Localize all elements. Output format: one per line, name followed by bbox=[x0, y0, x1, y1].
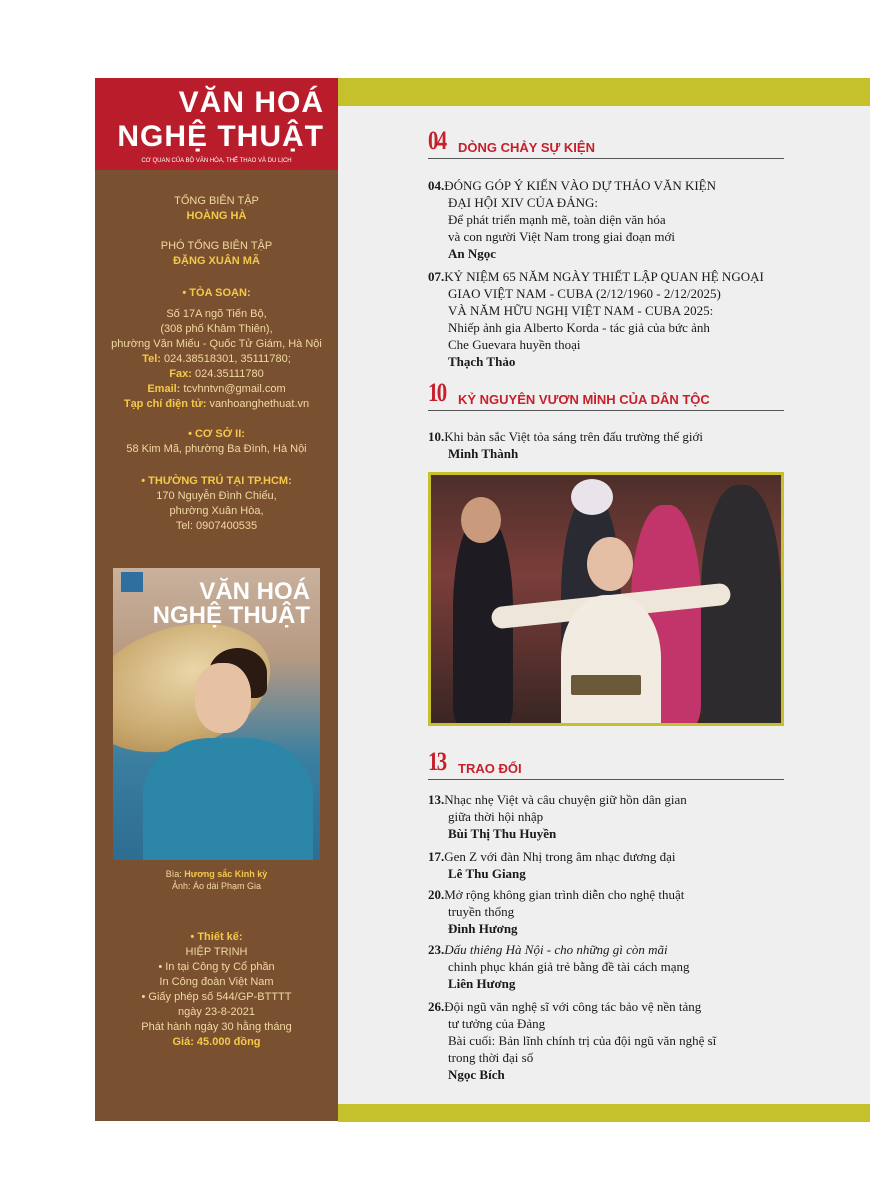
cover-caption bbox=[95, 868, 338, 892]
entry-page: 13. bbox=[428, 792, 445, 807]
office-label: • TÒA SOẠN: bbox=[182, 287, 251, 299]
section-header-04 bbox=[428, 126, 784, 159]
entry-title: Khi bản sắc Việt tỏa sáng trên đấu trường thế giới bbox=[444, 429, 704, 444]
bottom-accent-bar bbox=[338, 1104, 870, 1122]
entry-line: VÀ NĂM HỮU NGHỊ VIỆT NAM - CUBA 2025: bbox=[448, 303, 714, 318]
tel-value: 024.38518301, 35111780; bbox=[163, 353, 291, 365]
entry-author: Thạch Thảo bbox=[448, 354, 516, 369]
design-label: • Thiết kế: bbox=[190, 931, 243, 943]
entry-line bbox=[428, 428, 788, 445]
section-title: KỶ NGUYÊN VƯƠN MÌNH CỦA DÂN TỘC bbox=[458, 392, 710, 407]
entry-line: giữa thời hội nhập bbox=[448, 809, 544, 824]
entry-page: 23. bbox=[428, 942, 445, 957]
section-header-10 bbox=[428, 378, 784, 411]
toc-entry-07[interactable] bbox=[428, 268, 788, 370]
editor-name: HOÀNG HÀ bbox=[186, 210, 247, 222]
colophon-block bbox=[95, 930, 338, 1050]
entry-title: KỶ NIỆM 65 NĂM NGÀY THIẾT LẬP QUAN HỆ NGOẠI bbox=[444, 269, 764, 284]
deputy-name: ĐẶNG XUÂN MÃ bbox=[173, 255, 260, 267]
entry-line bbox=[428, 268, 788, 285]
cover-caption-title: Hương sắc Kinh kỳ bbox=[184, 869, 268, 879]
entry-line: truyền thống bbox=[448, 904, 515, 919]
entry-title: Mở rộng không gian trình diễn cho nghệ thuật bbox=[444, 887, 685, 902]
cover-photo-credit: Ảnh: Áo dài Phạm Gia bbox=[171, 881, 262, 891]
office-address-3: phường Văn Miếu - Quốc Tử Giám, Hà Nội bbox=[111, 338, 322, 350]
cover-title-line1: VĂN HOÁ bbox=[199, 578, 310, 605]
sidebar bbox=[95, 78, 338, 1121]
office-web bbox=[95, 397, 338, 412]
entry-line: trong thời đại số bbox=[448, 1050, 534, 1065]
entry-line: Nhiếp ảnh gia Alberto Korda - tác giả của bức ảnh bbox=[448, 320, 710, 335]
masthead-subtitle: CƠ QUAN CỦA BỘ VĂN HÓA, THỂ THAO VÀ DU LỊCH bbox=[141, 158, 292, 164]
hcm-block bbox=[95, 474, 338, 534]
price: Giá: 45.000 đồng bbox=[172, 1036, 261, 1048]
office-tel bbox=[95, 352, 338, 367]
entry-author: Ngọc Bích bbox=[448, 1067, 505, 1082]
issue-badge bbox=[121, 572, 143, 592]
entry-page: 20. bbox=[428, 887, 445, 902]
office-fax bbox=[95, 367, 338, 382]
photo-performer bbox=[561, 595, 661, 726]
entry-line bbox=[428, 848, 788, 865]
toc-entry-10[interactable] bbox=[428, 428, 788, 462]
web-label: Tạp chí điện tử: bbox=[123, 398, 207, 410]
entry-line: ĐẠI HỘI XIV CỦA ĐẢNG: bbox=[448, 195, 598, 210]
entry-line bbox=[428, 941, 788, 958]
entry-page: 26. bbox=[428, 999, 445, 1014]
cover-dress bbox=[143, 738, 313, 860]
office-address-1: Số 17A ngõ Tiến Bộ, bbox=[166, 308, 267, 320]
designer-name: HIỆP TRỊNH bbox=[185, 946, 248, 958]
section-title: TRAO ĐỔI bbox=[458, 761, 522, 776]
section-title: DÒNG CHẢY SỰ KIỆN bbox=[458, 140, 595, 155]
cover-face bbox=[195, 663, 251, 733]
editor-label: TỔNG BIÊN TẬP bbox=[174, 195, 259, 207]
entry-author: Lê Thu Giang bbox=[448, 866, 526, 881]
email-value: tcvhntvn@gmail.com bbox=[183, 383, 286, 395]
fax-value: 024.35111780 bbox=[194, 368, 264, 380]
office-address-2: (308 phố Khâm Thiên), bbox=[160, 323, 273, 335]
hcm-label: • THƯỜNG TRÚ TẠI TP.HCM: bbox=[141, 475, 292, 487]
photo-person-head bbox=[461, 497, 501, 543]
section-header-13 bbox=[428, 747, 784, 780]
masthead-title-line1: VĂN HOÁ bbox=[178, 86, 324, 119]
photo-performer-head bbox=[587, 537, 633, 591]
entry-author: An Ngọc bbox=[448, 246, 497, 261]
entry-author: Minh Thành bbox=[448, 446, 519, 461]
entry-line: và con người Việt Nam trong giai đoạn mới bbox=[448, 229, 676, 244]
photo-person-head bbox=[571, 479, 613, 515]
office-block bbox=[95, 286, 338, 412]
entry-page: 04. bbox=[428, 178, 445, 193]
masthead-title-line2: NGHỆ THUẬT bbox=[117, 120, 324, 153]
section-number: 10 bbox=[428, 378, 446, 407]
cover-title-line2: NGHỆ THUẬT bbox=[152, 602, 310, 629]
toc-entry-20[interactable] bbox=[428, 886, 788, 937]
entry-author: Liên Hương bbox=[448, 976, 516, 991]
entry-title: Đội ngũ văn nghệ sĩ với công tác bảo vệ nền tảng bbox=[444, 999, 702, 1014]
toc-entry-13[interactable] bbox=[428, 791, 788, 842]
office-email bbox=[95, 382, 338, 397]
fax-label: Fax: bbox=[169, 368, 192, 380]
deputy-label: PHÓ TỔNG BIÊN TẬP bbox=[160, 240, 273, 252]
entry-line: Che Guevara huyền thoại bbox=[448, 337, 581, 352]
masthead bbox=[95, 78, 338, 170]
license-date: ngày 23-8-2021 bbox=[177, 1006, 256, 1018]
top-accent-bar bbox=[338, 78, 870, 106]
email-label: Email: bbox=[147, 383, 181, 395]
section-number: 04 bbox=[428, 126, 446, 155]
hcm-address-1: 170 Nguyễn Đình Chiểu, bbox=[156, 490, 277, 502]
tel-label: Tel: bbox=[142, 353, 161, 365]
entry-author: Đinh Hương bbox=[448, 921, 518, 936]
cover-caption-line bbox=[95, 868, 338, 880]
entry-line: Để phát triển mạnh mẽ, toàn diện văn hóa bbox=[448, 212, 666, 227]
entry-title: ĐÓNG GÓP Ý KIẾN VÀO DỰ THẢO VĂN KIỆN bbox=[444, 178, 717, 193]
entry-title: Gen Z với đàn Nhị trong âm nhạc đương đại bbox=[444, 849, 676, 864]
print-line-1: • In tại Công ty Cổ phần bbox=[158, 961, 275, 973]
toc-entry-26[interactable] bbox=[428, 998, 788, 1083]
hcm-tel: Tel: 0907400535 bbox=[175, 520, 258, 532]
toc-entry-17[interactable] bbox=[428, 848, 788, 882]
hcm-address-2: phường Xuân Hòa, bbox=[169, 505, 264, 517]
entry-title: Nhạc nhẹ Việt và câu chuyện giữ hồn dân gian bbox=[444, 792, 687, 807]
entry-line bbox=[428, 177, 788, 194]
deputy-block bbox=[95, 239, 338, 269]
entry-page: 17. bbox=[428, 849, 445, 864]
section-number: 13 bbox=[428, 747, 446, 776]
entry-line: GIAO VIỆT NAM - CUBA (2/12/1960 - 2/12/2025) bbox=[448, 286, 721, 301]
license: • Giấy phép số 544/GP-BTTTT bbox=[141, 991, 292, 1003]
entry-line bbox=[428, 886, 788, 903]
entry-page: 10. bbox=[428, 429, 445, 444]
release-schedule: Phát hành ngày 30 hằng tháng bbox=[141, 1021, 292, 1033]
print-line-2: In Công đoàn Việt Nam bbox=[159, 976, 274, 988]
cover-image bbox=[113, 568, 320, 860]
entry-line bbox=[428, 791, 788, 808]
entry-author: Bùi Thị Thu Huyền bbox=[448, 826, 557, 841]
entry-page: 07. bbox=[428, 269, 445, 284]
branch2-block bbox=[95, 427, 338, 457]
feature-photo bbox=[428, 472, 784, 726]
branch2-address: 58 Kim Mã, phường Ba Đình, Hà Nội bbox=[126, 443, 307, 455]
cover-caption-label: Bìa: bbox=[165, 869, 182, 879]
toc-entry-23[interactable] bbox=[428, 941, 788, 992]
branch2-label: • CƠ SỞ II: bbox=[188, 428, 245, 440]
entry-line bbox=[428, 998, 788, 1015]
photo-trophy-stand bbox=[571, 675, 641, 695]
web-value: vanhoanghethuat.vn bbox=[209, 398, 310, 410]
entry-line: Bài cuối: Bản lĩnh chính trị của đội ngũ văn nghệ sĩ bbox=[448, 1033, 717, 1048]
toc-entry-04[interactable] bbox=[428, 177, 788, 262]
editor-block bbox=[95, 194, 338, 224]
entry-line: chinh phục khán giả trẻ bằng đề tài cách mạng bbox=[448, 959, 690, 974]
entry-line: tư tưởng của Đảng bbox=[448, 1016, 546, 1031]
entry-title: Dấu thiêng Hà Nội - cho những gì còn mãi bbox=[444, 942, 668, 957]
